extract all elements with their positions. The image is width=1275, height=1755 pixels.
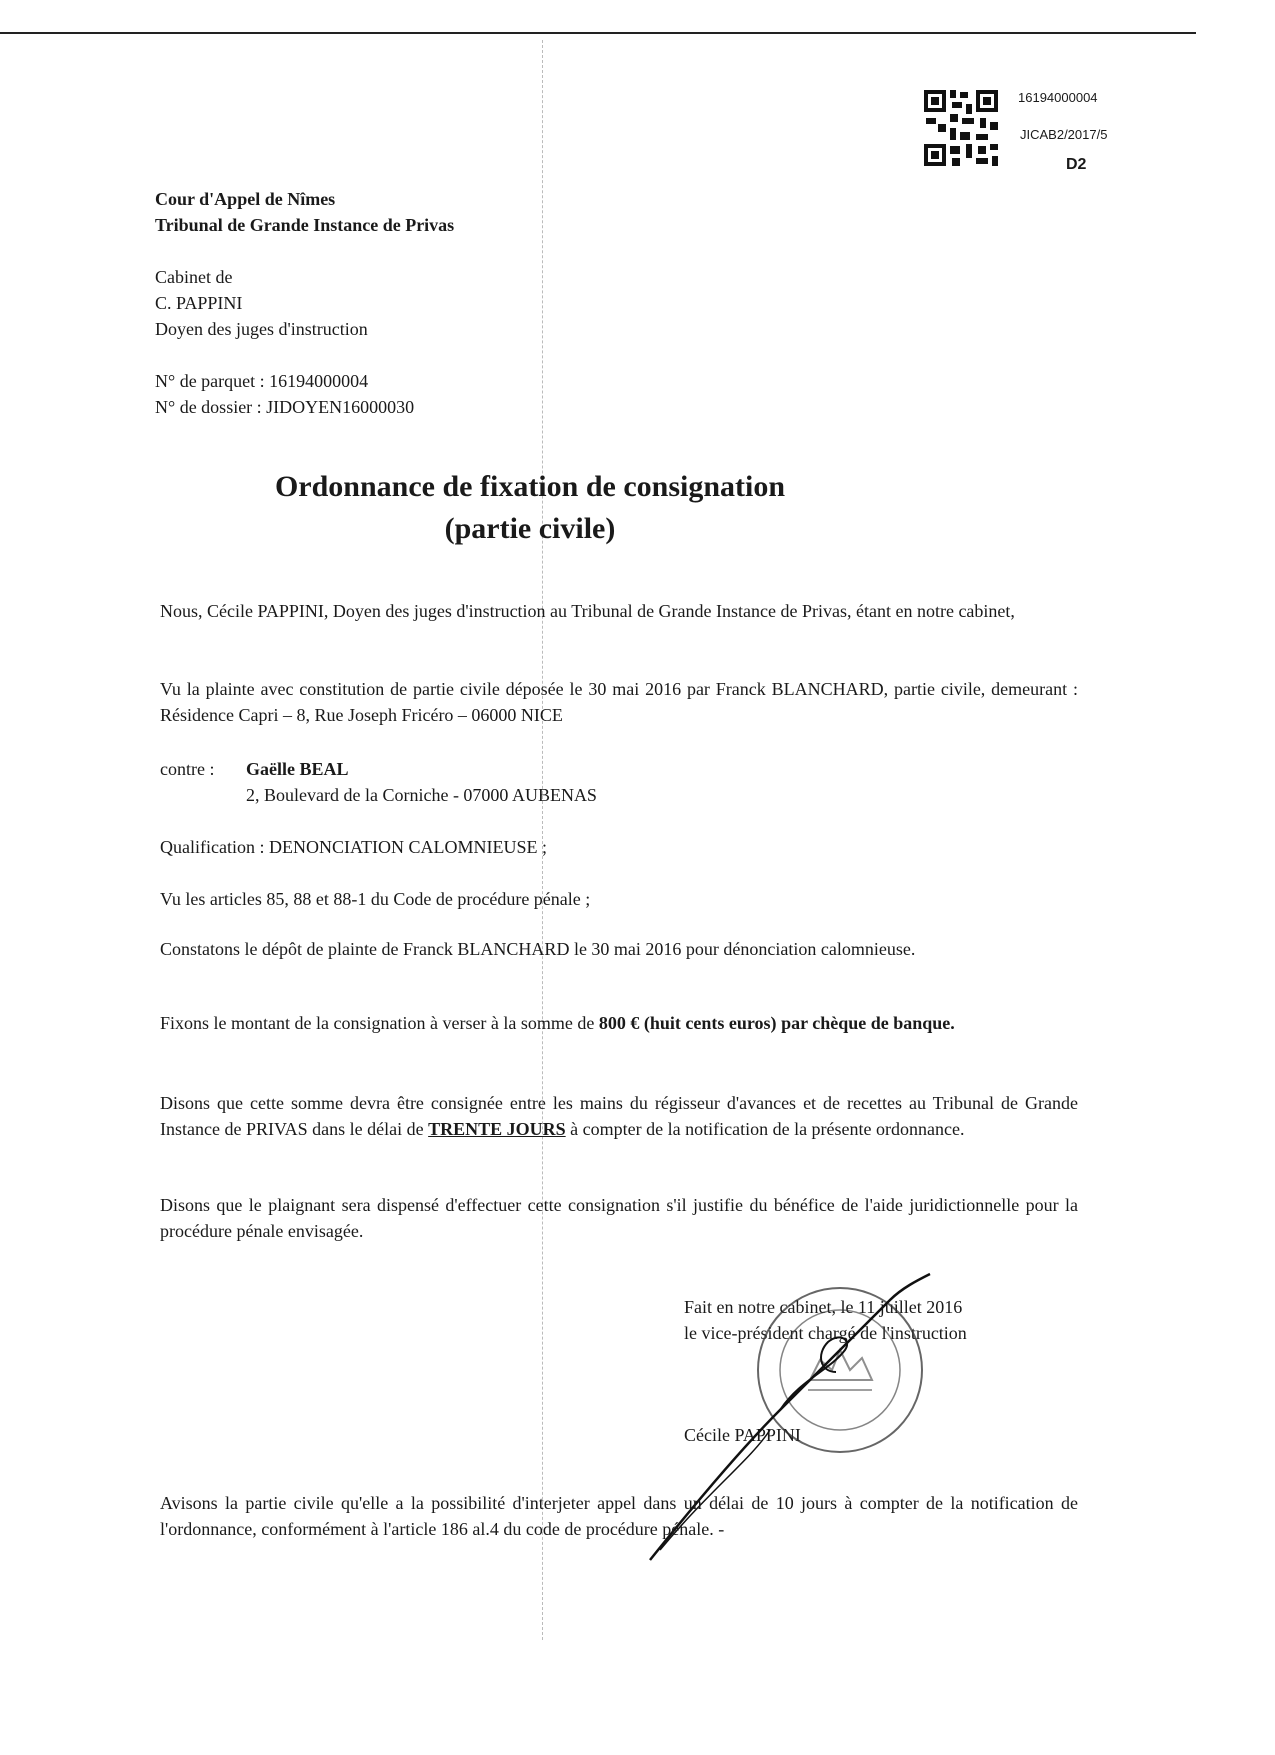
signatory-name: Cécile PAPPINI [684, 1425, 801, 1445]
defendant-address: 2, Boulevard de la Corniche - 07000 AUBENAS [246, 785, 597, 805]
deadline-value: TRENTE JOURS [428, 1119, 566, 1139]
deadline-paragraph: Disons que cette somme devra être consignée entre les mains du régisseur d'avances et de recettes au Tribunal de Grande Instance de PRIVAS dans le délai de TRENTE JOURS à compter de la notification de la présente ordonnance. [160, 1093, 1078, 1139]
constat-paragraph: Constatons le dépôt de plainte de Franck BLANCHARD le 30 mai 2016 pour dénonciation calomnieuse. [160, 939, 916, 959]
reference-code: JICAB2/2017/5 [1020, 127, 1108, 142]
cabinet-label: Cabinet de [155, 267, 233, 287]
reference-number: 16194000004 [1018, 90, 1098, 105]
articles-reference: Vu les articles 85, 88 et 88-1 du Code de procédure pénale ; [160, 889, 591, 909]
amount-value: 800 € (huit cents euros) [598, 1013, 777, 1033]
document-id: D2 [1066, 156, 1087, 173]
qr-code-icon [922, 88, 1000, 168]
intro-paragraph: Nous, Cécile PAPPINI, Doyen des juges d'instruction au Tribunal de Grande Instance de Privas, étant en notre cabinet, [160, 601, 1015, 621]
top-border-line [0, 32, 1196, 34]
defendant-name: Gaëlle BEAL [246, 759, 349, 779]
payment-method: par chèque de banque. [781, 1013, 955, 1033]
exemption-paragraph: Disons que le plaignant sera dispensé d'effectuer cette consignation s'il justifie du bénéfice de l'aide juridictionnelle pour la procédure pénale envisagée. [160, 1195, 1078, 1241]
signatory-title: le vice-président chargé de l'instruction [684, 1323, 967, 1343]
judge-title: Doyen des juges d'instruction [155, 319, 368, 339]
judge-name: C. PAPPINI [155, 293, 243, 313]
dossier-number: N° de dossier : JIDOYEN16000030 [155, 397, 415, 417]
appeal-notice: Avisons la partie civile qu'elle a la possibilité d'interjeter appel dans un délai de 10 jours à compter de la notification de l'ordonnance, conformément à l'article 186 al.4 du code de procédure pénale. - [160, 1493, 1078, 1539]
amount-text: Fixons le montant de la consignation à verser à la somme de [160, 1013, 599, 1033]
complaint-paragraph: Vu la plainte avec constitution de partie civile déposée le 30 mai 2016 par Franck BLANCHARD, partie civile, demeurant : Résidence Capri – 8, Rue Joseph Fricéro – 06000 NICE [160, 679, 1078, 725]
contre-label: contre : [160, 759, 215, 779]
document-subtitle: (partie civile) [444, 512, 616, 545]
parquet-number: N° de parquet : 16194000004 [155, 371, 369, 391]
court-of-appeal: Cour d'Appel de Nîmes [155, 189, 336, 209]
amount-paragraph [160, 1010, 1078, 1036]
signature-date: Fait en notre cabinet, le 11 juillet 2016 [684, 1297, 963, 1317]
tribunal-name: Tribunal de Grande Instance de Privas [155, 215, 455, 235]
qualification: Qualification : DENONCIATION CALOMNIEUSE ; [160, 837, 547, 857]
document-title: Ordonnance de fixation de consignation [274, 470, 786, 503]
